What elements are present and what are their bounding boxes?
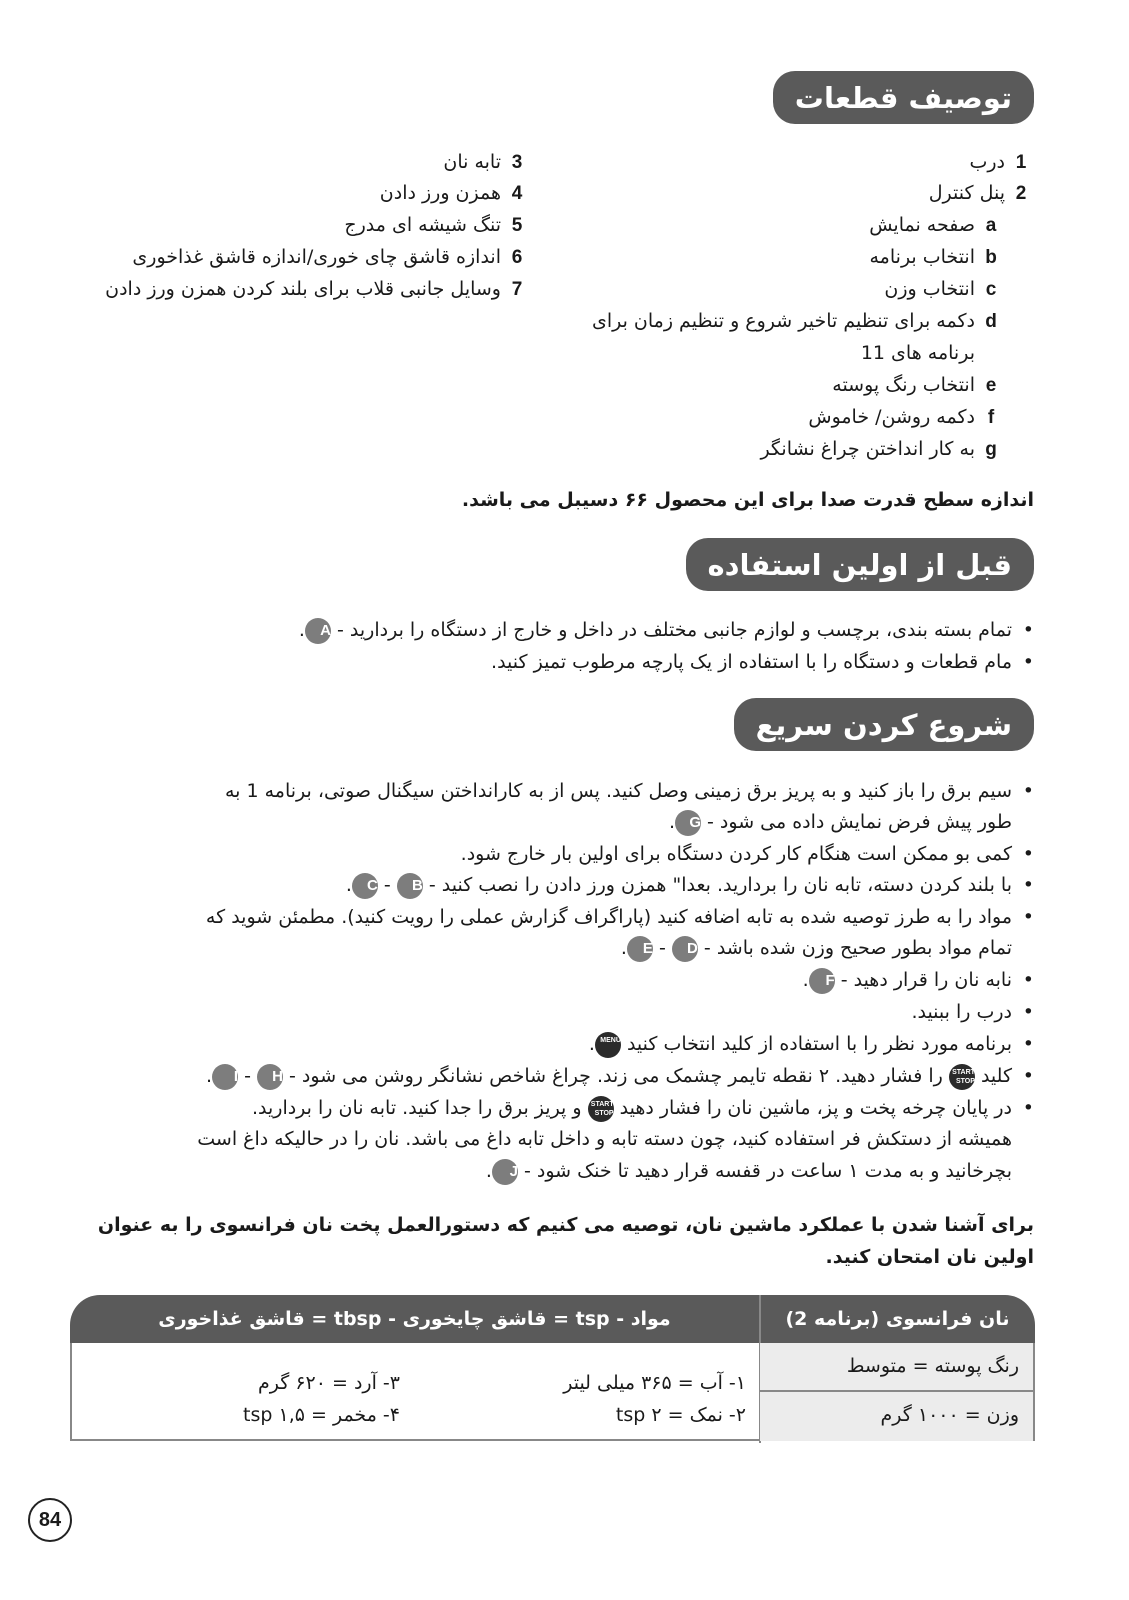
quick-start-bullet: • برنامه مورد نظر را با استفاده از کلید انتخاب کنید MENU.	[70, 1029, 1034, 1060]
noise-note: اندازه سطح قدرت صدا برای این محصول ۶۶ دسیبل می باشد.	[461, 489, 1034, 511]
page-number: 84	[28, 1498, 72, 1542]
quick-start-bullet: • نابه نان را قرار دهید - F.	[70, 965, 1034, 996]
crust-cell: رنگ پوسته = متوسط	[760, 1343, 1033, 1392]
part-item: dدکمه برای تنظیم تاخیر شروع و تنظیم زمان برای	[591, 310, 997, 332]
quick-start-bullet: • کمی بو ممکن است هنگام کار کردن دستگاه برای اولین بار خارج شود.	[460, 843, 1034, 865]
weight-cell: وزن = ۱۰۰۰ گرم	[760, 1392, 1033, 1441]
quick-start-bullet: • مواد را به طرز توصیه شده به تابه اضافه کنید (پاراگراف گزارش عملی را رویت کنید). مطمئن شوید که	[205, 906, 1034, 928]
quick-start-bullet: • سیم برق را باز کنید و به پریز برق زمینی وصل کنید. پس از به کارانداختن سیگنال صوتی، برنامه 1 به	[224, 780, 1034, 802]
quick-start-bullet: • در پایان چرخه پخت و پز، ماشین نان را فشار دهید START STOP و پریز برق را جدا کنید. تابه نان را بردارید.	[70, 1093, 1034, 1124]
recommendation-line: اولین نان امتحان کنید.	[825, 1246, 1034, 1268]
table-head-program: نان فرانسوی (برنامه 2)	[785, 1308, 1010, 1330]
quick-start-bullet-cont: تمام مواد بطور صحیح وزن شده باشد - D - E.	[70, 933, 1034, 964]
section-header-parts	[773, 71, 1034, 124]
quick-start-bullet: • درب را ببنید.	[911, 1001, 1034, 1023]
figure-badge: F	[809, 968, 835, 994]
part-item: 7وسایل جانبی قلاب برای بلند کردن همزن ورز دادن	[105, 278, 523, 300]
quick-start-bullet-cont: بچرخانید و به مدت ۱ ساعت در قفسه قرار دهید تا خنک شود - J.	[70, 1156, 1034, 1187]
figure-badge: B	[397, 873, 423, 899]
part-item: cانتخاب وزن	[884, 278, 997, 300]
section-title: توصیف قطعات	[794, 80, 1012, 115]
part-item: eانتخاب رنگ پوسته	[832, 374, 997, 396]
part-item: fدکمه روشن/ خاموش	[808, 406, 995, 428]
part-item: 1درب	[969, 151, 1027, 173]
first-use-bullet: • تمام بسته بندی، برچسب و لوازم جانبی مختلف در داخل و خارج از دستگاه را بردارید - A.	[70, 615, 1034, 646]
section-header-quick-start	[734, 698, 1034, 751]
part-item: bانتخاب برنامه	[869, 246, 997, 268]
figure-badge: E	[627, 936, 653, 962]
quick-start-bullet: • کلید START STOP را فشار دهید. ۲ نقطه تایمر چشمک می زند. چراغ شاخص نشانگر روشن می شود - H - I.	[70, 1061, 1034, 1092]
recipe-table	[70, 1295, 1035, 1443]
section-title: قبل از اولین استفاده	[707, 547, 1012, 582]
table-head-ingredients: مواد - tsp = قاشق چایخوری - tbsp = قاشق غذاخوری	[158, 1308, 671, 1330]
figure-badge: C	[352, 873, 378, 899]
part-item: aصفحه نمایش	[869, 214, 997, 236]
ingredient-item: ۳- آرد = ۶۲۰ گرم	[258, 1372, 400, 1394]
part-item: 2پنل کنترل	[928, 182, 1027, 204]
recommendation-line: برای آشنا شدن با عملکرد ماشین نان، توصیه می کنیم که دستورالعمل پخت نان فرانسوی را به عنوان	[97, 1214, 1034, 1236]
section-header-first-use	[686, 538, 1035, 591]
figure-badge: H	[257, 1064, 283, 1090]
figure-badge: J	[492, 1159, 518, 1185]
section-title: شروع کردن سریع	[755, 707, 1012, 742]
quick-start-bullet-cont: طور پیش فرض نمایش داده می شود - G.	[70, 807, 1034, 838]
first-use-bullet: • مام قطعات و دستگاه را با استفاده از یک پارچه مرطوب تمیز کنید.	[491, 651, 1034, 673]
figure-badge: I	[212, 1064, 238, 1090]
part-item: 5تنگ شیشه ای مدرج	[344, 214, 523, 236]
part-item: gبه کار انداختن چراغ نشانگر	[760, 438, 997, 460]
start-stop-key-icon: START STOP	[588, 1096, 614, 1122]
part-item: 3تابه نان	[443, 151, 523, 173]
quick-start-bullet: • با بلند کردن دسته، تابه نان را بردارید. بعدا" همزن ورز دادن را نصب کنید - B - C.	[70, 870, 1034, 901]
part-item: 4همزن ورز دادن	[379, 182, 523, 204]
start-stop-key-icon: START STOP	[949, 1064, 975, 1090]
ingredient-item: ۱- آب = ۳۶۵ میلی لیتر	[563, 1372, 746, 1394]
quick-start-bullet-cont: همیشه از دستکش فر استفاده کنید، چون دسته تابه و داخل تابه داغ می باشد. نان را در حالیکه داغ است	[197, 1128, 1012, 1150]
part-item-continued: برنامه های 11	[860, 342, 975, 364]
figure-badge: G	[675, 810, 701, 836]
menu-key-icon: MENU	[595, 1032, 621, 1058]
part-item: 6اندازه قاشق چای خوری/اندازه قاشق غذاخوری	[132, 246, 523, 268]
ingredient-item: ۲- نمک = ۲ tsp	[615, 1404, 746, 1426]
ingredient-item: ۴- مخمر = ۱,۵ tsp	[243, 1404, 400, 1426]
figure-badge: A	[305, 618, 331, 644]
figure-badge: D	[672, 936, 698, 962]
